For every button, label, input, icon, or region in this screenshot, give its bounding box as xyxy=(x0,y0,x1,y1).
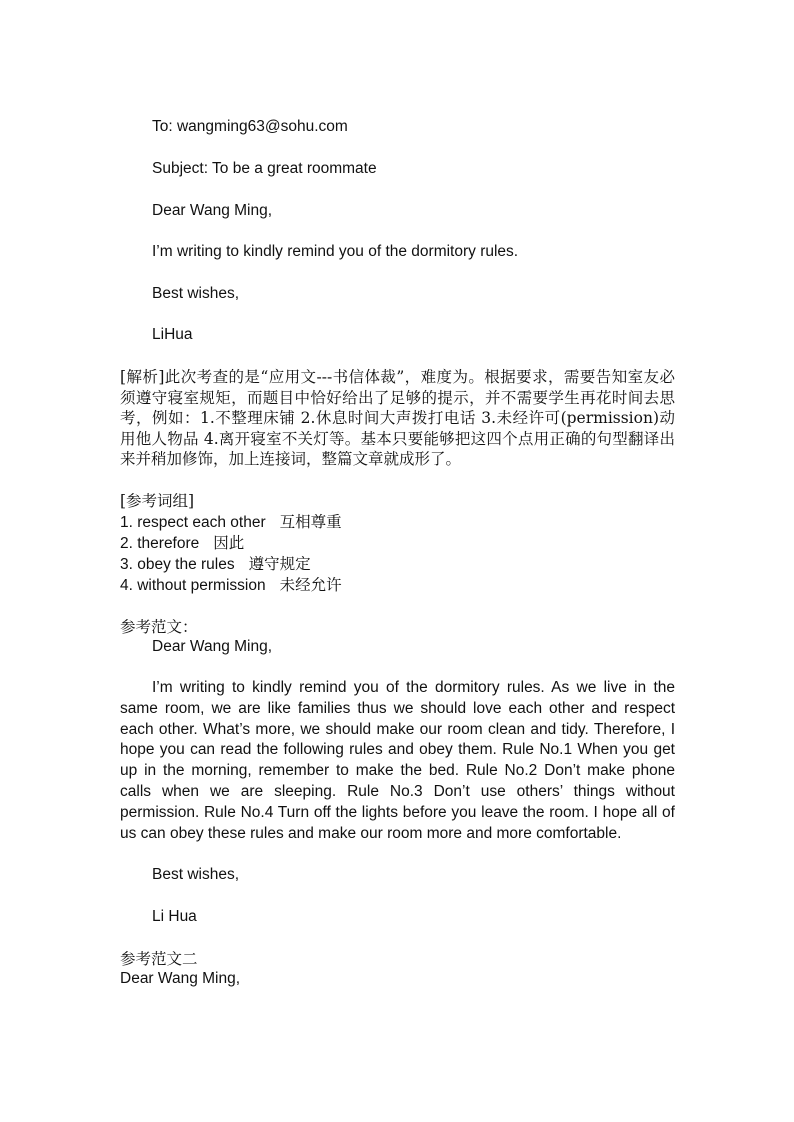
vocab-gloss: 互相尊重 xyxy=(279,513,342,531)
sample1-heading: 参考范文： xyxy=(120,618,198,636)
vocab-gloss: 未经允许 xyxy=(279,576,342,594)
vocab-term: 1. respect each other xyxy=(120,514,266,531)
sample1-body: I’m writing to kindly remind you of the dormitory rules. As we live in the same room, we are like families thus we should love each other and respect each other. What’s more, we should make our room clean and tidy. Therefore, I hope you can read the following rules and obey them. Rule No.1 When you get up in the morning, remember to make the bed. Rule No.2 Don’t make phone calls when we are sleeping. Rule No.3 Don’t use others’ things without permission. Rule No.4 Turn off the lights before you leave the room. I hope all of us can obey these rules and make our room more and more comfortable. xyxy=(120,679,675,842)
vocab-term: 4. without permission xyxy=(120,577,266,594)
email-to: To: wangming63@sohu.com xyxy=(152,118,348,135)
vocab-item xyxy=(120,575,342,596)
email-greeting: Dear Wang Ming, xyxy=(152,202,273,219)
email-subject: Subject: To be a great roommate xyxy=(152,160,377,177)
sample1-closing: Best wishes, xyxy=(152,866,240,883)
analysis-paragraph: [解析]此次考查的是“应用文---书信体裁”，难度为。根据要求，需要告知室友必须遵守寝室规矩，而题目中恰好给出了足够的提示，并不需要学生再花时间去思考，例如：1.不整理床铺 2.休息时间大声拨打电话 3.未经许可(permission)动用他人物品 4.离开寝室不关灯等。基本只要能够把这四个点用正确的句型翻译出来并稍加修饰，加上连接词，整篇文章就成形了。 xyxy=(120,368,675,469)
vocab-term: 3. obey the rules xyxy=(120,556,235,573)
vocab-gloss: 遵守规定 xyxy=(248,555,311,573)
sample1-greeting: Dear Wang Ming, xyxy=(152,638,273,655)
vocab-item xyxy=(120,554,311,575)
email-body: I’m writing to kindly remind you of the dormitory rules. xyxy=(152,243,519,260)
sample2-heading: 参考范文二 xyxy=(120,950,198,968)
vocab-item xyxy=(120,512,342,533)
vocab-term: 2. therefore xyxy=(120,535,200,552)
vocab-item xyxy=(120,533,244,554)
email-closing: Best wishes, xyxy=(152,285,240,302)
sample2-greeting: Dear Wang Ming, xyxy=(120,970,241,987)
sample1-signature: Li Hua xyxy=(152,908,197,925)
email-signature: LiHua xyxy=(152,326,193,343)
vocab-gloss: 因此 xyxy=(213,534,245,552)
vocab-heading: [参考词组] xyxy=(120,492,195,510)
